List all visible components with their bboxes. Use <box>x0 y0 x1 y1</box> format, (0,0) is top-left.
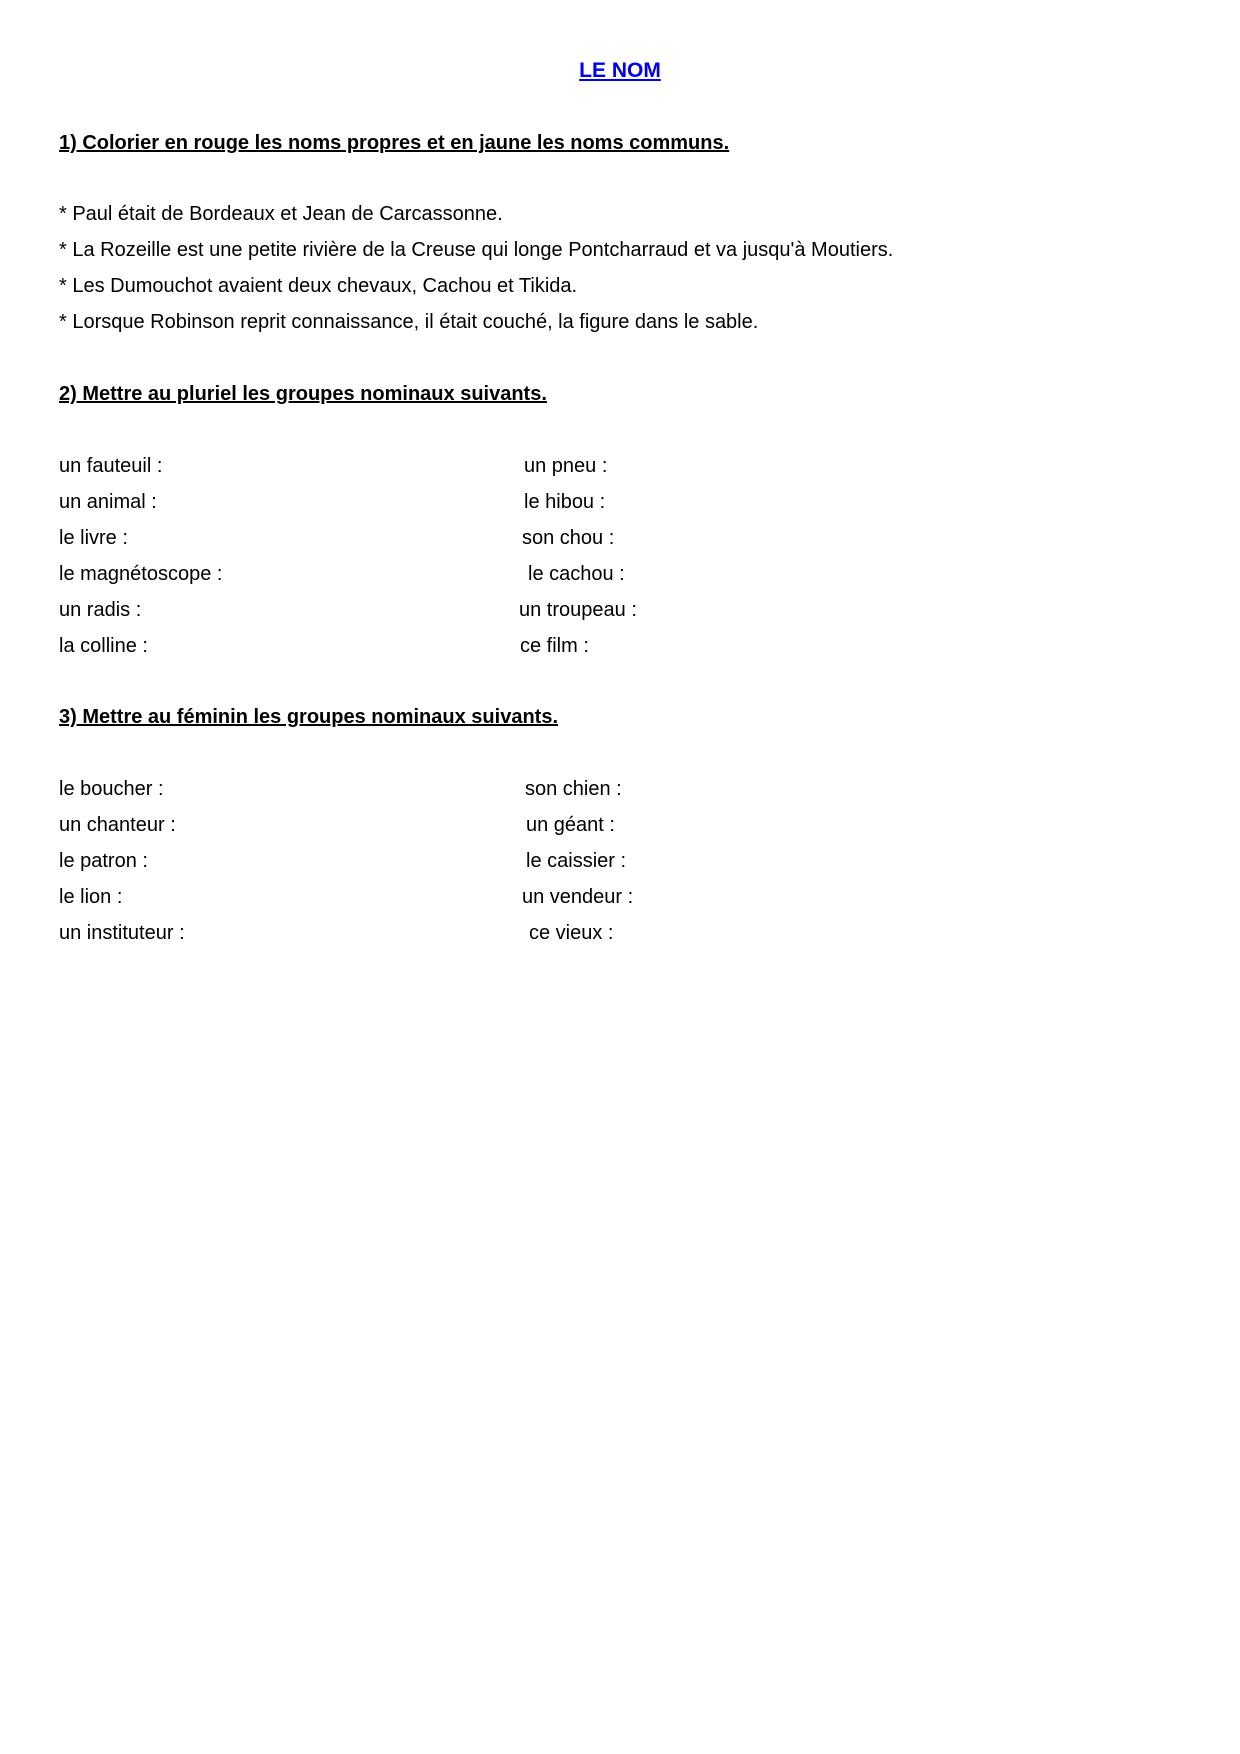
exercise-2-heading: 2) Mettre au pluriel les groupes nominaux suivants. <box>59 383 547 405</box>
exercise-2-item: la colline : <box>59 635 148 657</box>
exercise-2-item: un pneu : <box>524 455 608 477</box>
exercise-3-item: ce vieux : <box>529 922 614 944</box>
exercise-3-item: le caissier : <box>526 850 627 872</box>
exercise-2-item: ce film : <box>520 635 589 657</box>
exercise-2-item: le cachou : <box>528 563 625 585</box>
exercise-1-sentence: * Paul était de Bordeaux et Jean de Carcassonne. <box>59 203 503 225</box>
exercise-1-heading: 1) Colorier en rouge les noms propres et en jaune les noms communs. <box>59 132 730 154</box>
exercise-3-item: son chien : <box>525 778 622 800</box>
exercise-2-item: le hibou : <box>524 491 606 513</box>
exercise-2-item: un troupeau : <box>519 599 637 621</box>
exercise-1-sentence: * Lorsque Robinson reprit connaissance, il était couché, la figure dans le sable. <box>59 311 759 333</box>
exercise-2-item: un radis : <box>59 599 142 621</box>
page-title: LE NOM <box>579 59 661 82</box>
exercise-3-item: un vendeur : <box>522 886 634 908</box>
exercise-3-item: le boucher : <box>59 778 164 800</box>
exercise-3-item: un chanteur : <box>59 814 176 836</box>
exercise-3-item: un instituteur : <box>59 922 185 944</box>
exercise-2-item: un animal : <box>59 491 157 513</box>
exercise-3-item: un géant : <box>526 814 615 836</box>
exercise-2-item: un fauteuil : <box>59 455 163 477</box>
exercise-1-sentence: * La Rozeille est une petite rivière de la Creuse qui longe Pontcharraud et va jusqu'à Moutiers. <box>59 239 894 261</box>
exercise-3-item: le patron : <box>59 850 148 872</box>
exercise-2-item: le livre : <box>59 527 128 549</box>
exercise-3-item: le lion : <box>59 886 123 908</box>
exercise-1-sentence: * Les Dumouchot avaient deux chevaux, Cachou et Tikida. <box>59 275 578 297</box>
exercise-3-heading: 3) Mettre au féminin les groupes nominaux suivants. <box>59 706 558 728</box>
exercise-2-item: son chou : <box>522 527 615 549</box>
exercise-2-item: le magnétoscope : <box>59 563 223 585</box>
